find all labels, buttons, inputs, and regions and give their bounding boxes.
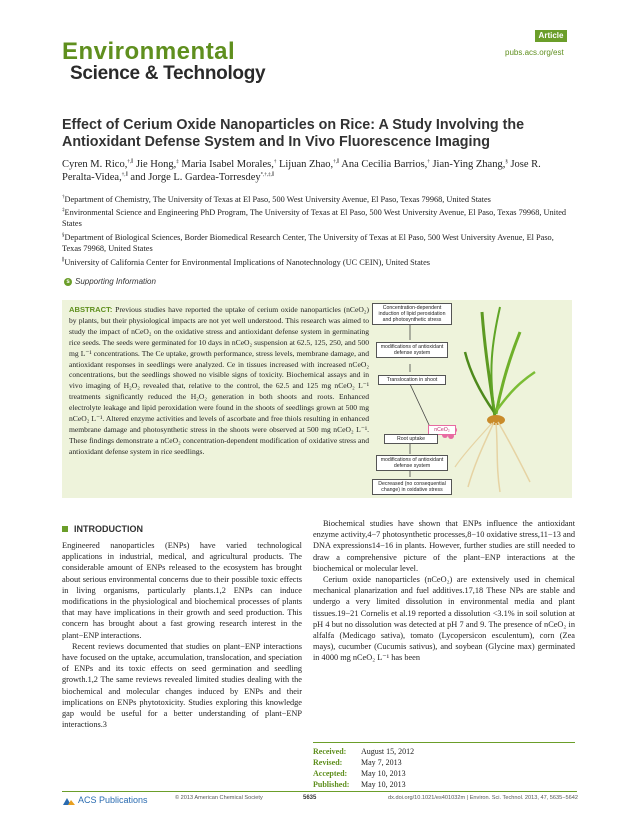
author[interactable]: Cyren M. Rico, bbox=[62, 159, 128, 170]
author[interactable]: Lijuan Zhao, bbox=[278, 159, 334, 170]
figure-label-modifications: modifications of antioxidant defense system bbox=[376, 342, 448, 358]
author[interactable]: Ana Cecilia Barrios, bbox=[341, 159, 428, 170]
page-number: 5635 bbox=[303, 795, 317, 801]
date-accepted: Accepted: May 10, 2013 bbox=[313, 769, 406, 778]
figure-label-bottom: Decreased (no consequential change) in oxidative stress bbox=[372, 479, 452, 495]
left-column bbox=[62, 540, 302, 730]
journal-logo-line2: Science & Technology bbox=[70, 63, 266, 84]
affiliation: ∥University of California Center for Environmental Implications of Nanotechnology (UC CEIN), United States bbox=[62, 258, 430, 267]
author[interactable]: Maria Isabel Morales, bbox=[181, 159, 274, 170]
section-heading-introduction: INTRODUCTION bbox=[62, 524, 143, 534]
figure-label-translocation: Translocation in shoot bbox=[378, 375, 446, 385]
toc-graphic bbox=[370, 302, 570, 496]
journal-url-link[interactable]: pubs.acs.org/est bbox=[505, 48, 564, 57]
author-list: Cyren M. Rico,†,∥ Jie Hong,‡ Maria Isabel Morales,† Lijuan Zhao,†,∥ Ana Cecilia Barrios,† Jian-Ying Zhang,§ Jose R. Peralta-Videa,†,∥ and Jorge L. Gardea-Torresdey*,†,‡,∥ bbox=[62, 159, 541, 183]
paragraph: Recent reviews documented that studies on plant−ENP interactions have focused on the uptake, accumulation, translocation, and speciation of ENPs and its toxic effects on seed germination and seedling growth.1,2 The same reviews revealed limited studies dealing with the biochemical and molecular changes induced by ENPs and their implications on ENPs phytotoxicity. Studies exploring this knowledge gap would be useful for a better understanding of plant−ENP interactions.3 bbox=[62, 641, 302, 730]
figure-label-top: Concentration-dependent induction of lipid peroxidation and photosynthetic stress bbox=[372, 303, 452, 325]
supporting-info-icon: s bbox=[64, 278, 72, 286]
date-published: Published: May 10, 2013 bbox=[313, 780, 406, 789]
author[interactable]: and Jorge L. Gardea-Torresdey bbox=[130, 172, 261, 183]
acs-publications-logo: ACS Publications bbox=[62, 795, 148, 806]
acs-logo-icon bbox=[62, 796, 76, 806]
article-type-badge: Article bbox=[535, 30, 567, 42]
abstract-text: ABSTRACT: Previous studies have reported the uptake of cerium oxide nanoparticles (nCeO₂) by plants, but their physiological impacts are not yet well understood. This research was aimed to study the impact of nCeO₂ on the oxidative stress and antioxidant defense system in germinating rice seeds. The seeds were germinated for 10 days in nCeO₂ suspension at 62.5, 125, 250, and 500 mg L⁻¹ concentrations. The Ce uptake, growth performance, stress levels, membrane damage, and antioxidant responses in seedlings were analyzed. Ce in tissues increased with increased nCeO₂ concentrations, but the seedlings showed no visible signs of toxicity. Biochemical assays and in vivo imaging of H₂O₂ revealed that, relative to the control, the 62.5 and 125 mg nCeO₂ L⁻¹ treatments significantly reduced the H₂O₂ generation in both shoots and roots. Enhanced electrolyte leakage and lipid peroxidation were found in the shoots of seedlings grown at 500 mg nCeO₂ L⁻¹. Altered enzyme activities and levels of ascorbate and free thiols resulting in enhanced membrane damage and photosynthetic stress in the shoots were observed at 500 mg nCeO₂ L⁻¹. These findings demonstrate a nCeO₂ concentration-dependent modification of oxidative stress and antioxidant defense system in rice seedlings. bbox=[69, 305, 369, 456]
journal-logo-line1: Environmental bbox=[62, 38, 236, 65]
affiliation: §Department of Biological Sciences, Border Biomedical Research Center, The University of Texas at El Paso, 500 West University Avenue, El Paso, Texas 79968, United States bbox=[62, 233, 554, 253]
right-column bbox=[313, 518, 575, 664]
author[interactable]: Jie Hong, bbox=[136, 159, 177, 170]
figure-label-particle: nCeO₂ bbox=[428, 425, 456, 435]
figure-label-modifications-root: modifications of antioxidant defense system bbox=[376, 455, 448, 471]
paragraph: Cerium oxide nanoparticles (nCeO₂) are extensively used in chemical mechanical planarization and fuel additives.17,18 These NPs are stable and undergo a very limited dissolution in environmental media and plant tissues.19−21 Cornelis et al.19 reported a dissolution <3.1% in soil solution at pH 4 but no dissolution was detected at pH 7 and 9. The presence of nCeO₂ in alfalfa (Medicago sativa), tomato (Lycopersicon esculentum), corn (Zea mays), cucumber (Cucumis sativus), and soybean (Glycine max) germinated in 4000 mg nCeO₂ L⁻¹ has been bbox=[313, 575, 575, 663]
affiliation: †Department of Chemistry, The University of Texas at El Paso, 500 West University Avenue, El Paso, Texas 79968, United States bbox=[62, 195, 491, 204]
paragraph: Biochemical studies have shown that ENPs influence the antioxidant enzyme activity,4−7 photosynthetic processes,8−10 oxidative stress,11−13 and DNA expressions14−16 in plants. However, further studies are still needed to draw a comprehensive picture of the plant−ENP interactions at the biochemical or molecular level. bbox=[313, 519, 575, 573]
date-revised: Revised: May 7, 2013 bbox=[313, 758, 402, 767]
doi-citation[interactable]: dx.doi.org/10.1021/es401032m | Environ. Sci. Technol. 2013, 47, 5635−5642 bbox=[388, 795, 578, 801]
footer-divider bbox=[62, 791, 577, 792]
affiliation: ‡Environmental Science and Engineering PhD Program, The University of Texas at El Paso, 500 West University Avenue, El Paso, Texas 79968, United States bbox=[62, 208, 567, 228]
paragraph: Engineered nanoparticles (ENPs) have varied technological applications in industrial, medical, and agricultural products. The considerable amount of ENPs released to the ecosystem has brought about serious environmental concerns due to their possible toxic effects in living organisms, particularly plants.1,2 ENPs can induce modifications in the physiological and biochemical processes of plants that may have implications in their growth and seed production. This concern has brought about a fast growing research interest in the plant−ENP interactions. bbox=[62, 541, 302, 640]
publication-dates bbox=[313, 742, 575, 790]
date-received: Received: August 15, 2012 bbox=[313, 747, 415, 756]
author[interactable]: Jian-Ying Zhang, bbox=[432, 159, 506, 170]
author[interactable]: Jose R. Peralta-Videa, bbox=[62, 159, 541, 183]
figure-label-root-uptake: Root uptake bbox=[384, 434, 438, 444]
supporting-information-link[interactable]: s Supporting Information bbox=[64, 277, 156, 286]
paper-title: Effect of Cerium Oxide Nanoparticles on Rice: A Study Involving the Antioxidant Defense System and In Vivo Fluorescence Imaging bbox=[62, 117, 525, 150]
copyright: © 2013 American Chemical Society bbox=[175, 795, 263, 801]
